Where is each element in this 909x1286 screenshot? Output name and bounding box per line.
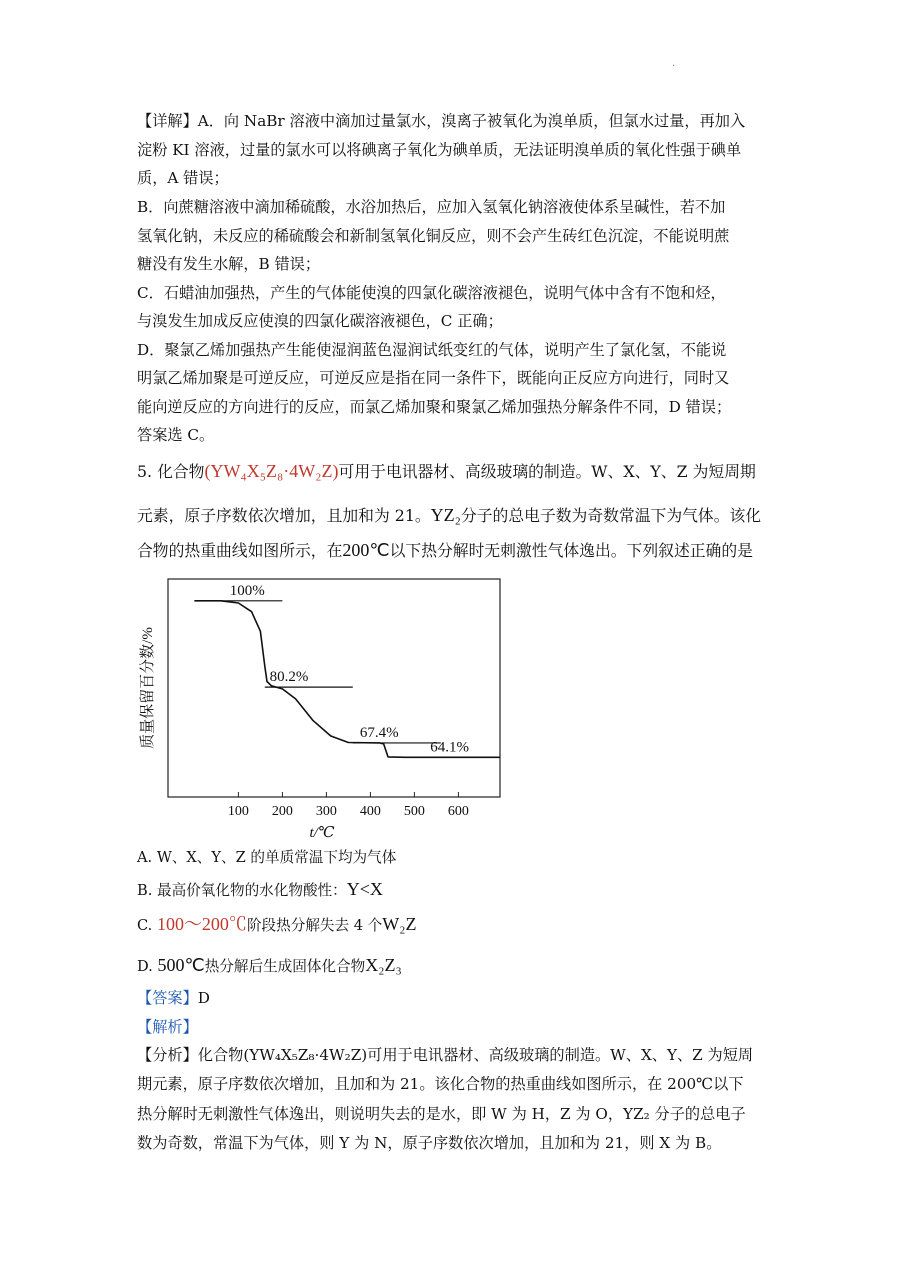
option-d-text: 热分解后生成固体化合物 bbox=[204, 958, 366, 975]
header-dot: . bbox=[672, 58, 676, 69]
analysis-line-3: 热分解时无刺激性气体逸出，则说明失去的是水，即 W 为 H，Z 为 O，YZ₂ 分子的总电子 bbox=[137, 1105, 746, 1123]
option-d-label: D. bbox=[137, 958, 158, 975]
tga-chart bbox=[130, 575, 510, 845]
explanation-line-7: C．石蜡油加强热，产生的气体能使溴的四氯化碳溶液褪色，说明气体中含有不饱和烃， bbox=[137, 284, 726, 302]
answer-value: D bbox=[197, 989, 210, 1007]
option-a: A. W、X、Y、Z 的单质常温下均为气体 bbox=[137, 849, 397, 866]
option-c-text: 阶段热分解失去 4 个 bbox=[246, 917, 383, 934]
x-tick-label: 400 bbox=[359, 804, 381, 819]
yz2-formula: YZ₂ bbox=[430, 505, 461, 525]
question-text: 可用于电讯器材、高级玻璃的制造。W、X、Y、Z 为短周期 bbox=[338, 462, 756, 481]
plot-frame bbox=[168, 579, 500, 797]
option-c-range: 100～200℃ bbox=[156, 914, 247, 934]
x-tick-label: 200 bbox=[271, 804, 293, 819]
explanation-line-12: 答案选 C。 bbox=[137, 426, 215, 444]
question-line-2 bbox=[137, 505, 761, 526]
question-text: 以下热分解时无刺激性气体逸出。下列叙述正确的是 bbox=[389, 541, 753, 560]
explanation-line-8: 与溴发生加成反应使溴的四氯化碳溶液褪色，C 正确； bbox=[137, 312, 503, 330]
question-line-1 bbox=[137, 461, 756, 482]
temperature-200: 200℃ bbox=[342, 540, 390, 560]
option-b-formula: Y<X bbox=[346, 879, 383, 899]
question-text: 元素，原子序数依次增加，且加和为 21。 bbox=[137, 506, 431, 525]
option-b-text: B. 最高价氧化物的水化物酸性： bbox=[137, 882, 347, 899]
option-d bbox=[137, 955, 402, 977]
plateau-label: 64.1% bbox=[430, 739, 469, 756]
explanation-line-5: 氢氧化钠，未反应的稀硫酸会和新制氢氧化铜反应，则不会产生砖红色沉淀，不能说明蔗 bbox=[137, 227, 730, 245]
question-line-3 bbox=[137, 540, 753, 561]
option-c bbox=[137, 914, 417, 936]
option-c-label: C. bbox=[137, 917, 157, 934]
question-text: 分子的总电子数为奇数常温下为气体。该化 bbox=[460, 506, 762, 525]
compound-formula: (YW₄X₅Z₈·4W₂Z) bbox=[204, 461, 339, 481]
answer-line bbox=[137, 988, 210, 1008]
question-text: 合物的热重曲线如图所示，在 bbox=[137, 541, 343, 560]
option-c-formula: W₂Z bbox=[382, 914, 417, 934]
explanation-line-3: 质，A 错误； bbox=[137, 169, 229, 187]
option-b bbox=[137, 879, 383, 901]
x-axis-label: t/℃ bbox=[309, 825, 335, 841]
option-d-formula: X₂Z₃ bbox=[365, 955, 402, 975]
explanation-line-11: 能向逆反应的方向进行的反应，而氯乙烯加聚和聚氯乙烯加强热分解条件不同，D 错误； bbox=[137, 398, 732, 416]
tga-curve bbox=[194, 601, 500, 758]
analysis-line-4: 数为奇数，常温下为气体，则 Y 为 N，原子序数依次增加，且加和为 21，则 X 为 B。 bbox=[137, 1134, 722, 1152]
explanation-line-6: 糖没有发生水解，B 错误； bbox=[137, 255, 321, 273]
analysis-heading: 【解析】 bbox=[137, 1018, 198, 1036]
x-tick-label: 300 bbox=[315, 804, 337, 819]
explanation-line-10: 明氯乙烯加聚是可逆反应，可逆反应是指在同一条件下，既能向正反应方向进行，同时又 bbox=[137, 369, 730, 387]
y-axis-label: 质量保留百分数/% bbox=[140, 627, 156, 749]
plateau-label: 67.4% bbox=[359, 724, 399, 741]
x-tick-label: 600 bbox=[447, 804, 469, 819]
plateau-label: 100% bbox=[229, 582, 265, 599]
explanation-line-1: 【详解】A．向 NaBr 溶液中滴加过量氯水，溴离子被氧化为溴单质，但氯水过量，再加入 bbox=[137, 112, 746, 130]
analysis-line-1: 【分析】化合物(YW₄X₅Z₈·4W₂Z)可用于电讯器材、高级玻璃的制造。W、X、Y、Z 为短周 bbox=[137, 1046, 754, 1064]
question-number: 5. 化合物 bbox=[137, 462, 205, 481]
option-d-temp: 500℃ bbox=[157, 955, 205, 975]
explanation-line-2: 淀粉 KI 溶液，过量的氯水可以将碘离子氧化为碘单质，无法证明溴单质的氧化性强于碘单 bbox=[137, 141, 742, 159]
explanation-line-4: B．向蔗糖溶液中滴加稀硫酸，水浴加热后，应加入氢氧化钠溶液使体系呈碱性，若不加 bbox=[137, 198, 726, 216]
explanation-line-9: D．聚氯乙烯加强热产生能使湿润蓝色湿润试纸变红的气体，说明产生了氯化氢，不能说 bbox=[137, 341, 727, 359]
x-tick-label: 500 bbox=[403, 804, 425, 819]
plateau-label: 80.2% bbox=[269, 669, 309, 686]
analysis-line-2: 期元素，原子序数依次增加，且加和为 21。该化合物的热重曲线如图所示，在 200℃以下 bbox=[137, 1075, 744, 1093]
x-tick-label: 100 bbox=[227, 804, 249, 819]
answer-label: 【答案】 bbox=[137, 989, 198, 1007]
